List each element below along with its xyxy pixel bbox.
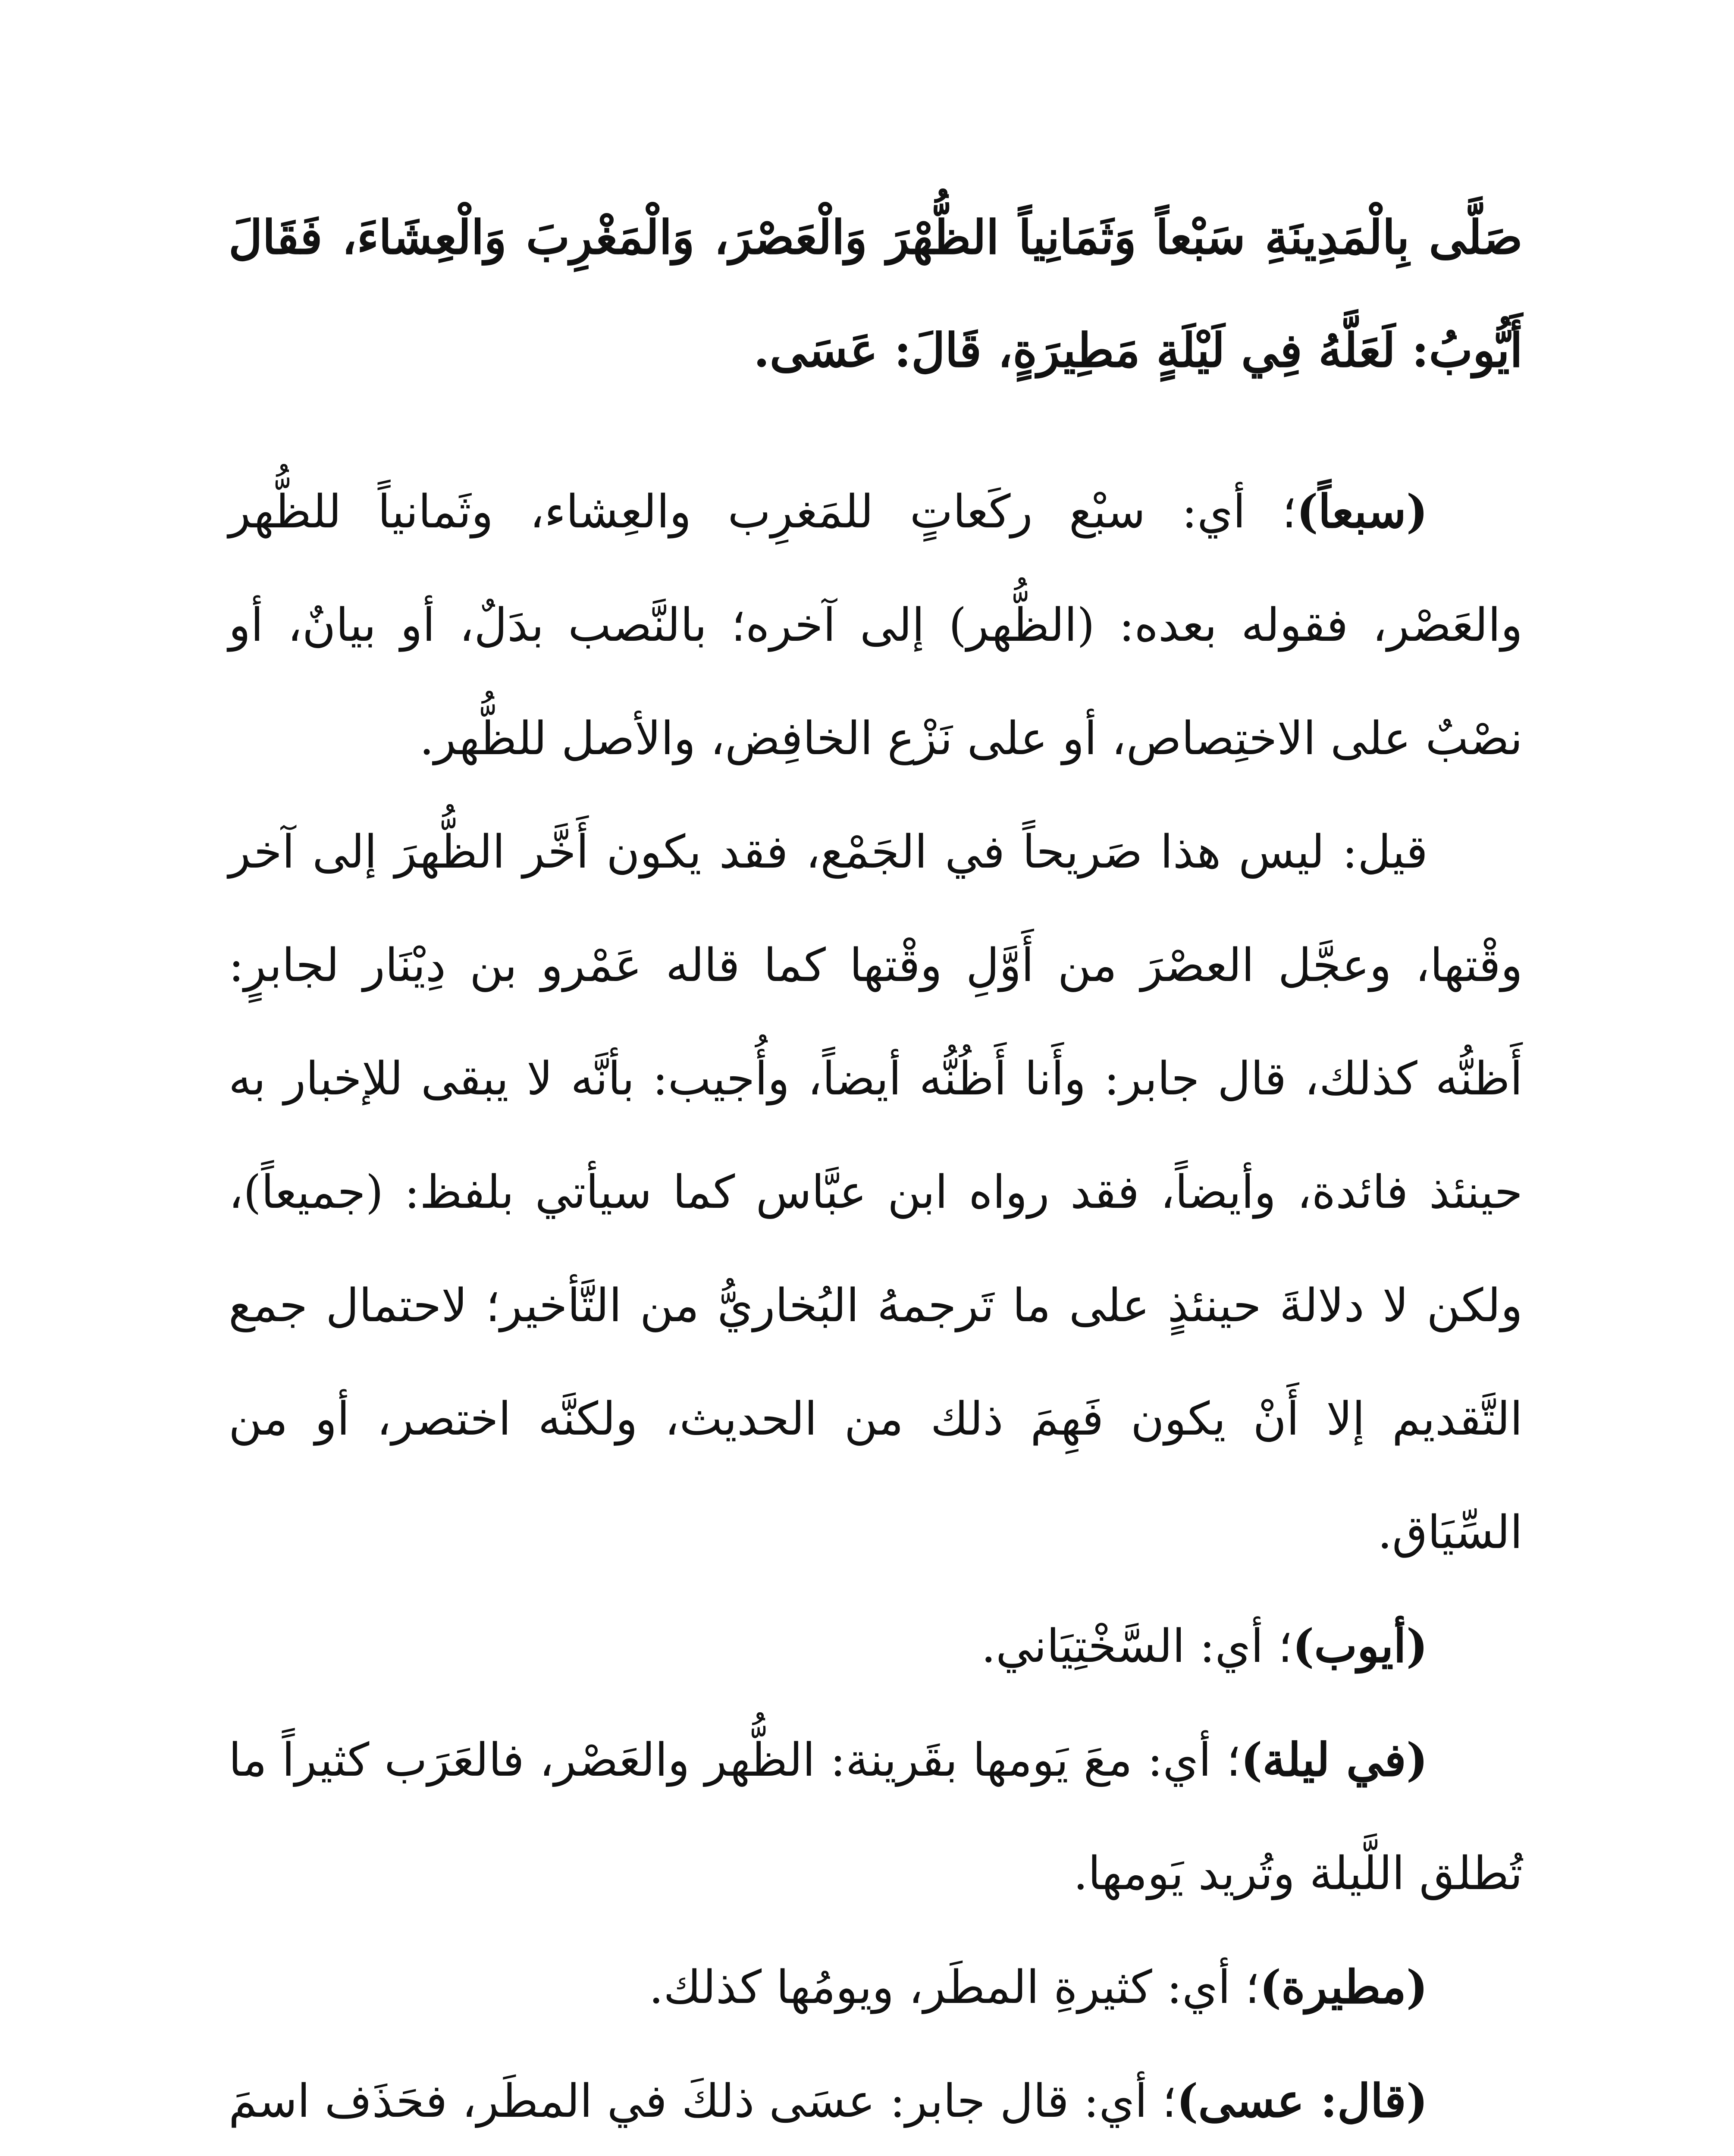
commentary-paragraph [229, 1703, 1523, 1930]
hadith-text: صَلَّى بِالْمَدِينَةِ سَبْعاً وَثَمَانِياً الظُّهْرَ وَالْعَصْرَ، وَالْمَغْرِبَ وَالْعِشَاءَ، فَقَالَ أَيُّوبُ: لَعَلَّهُ فِي لَيْلَةٍ مَطِيرَةٍ، قَالَ: عَسَى. [229, 210, 1523, 378]
text-body [229, 181, 1523, 2156]
commentary-paragraph [229, 795, 1523, 1589]
commentary-text: ؛ أي: كثيرةِ المطَر، ويومُها كذلك. [649, 1961, 1260, 2014]
lemma: (سبعاً) [1296, 484, 1428, 538]
lemma: (في ليلة) [1241, 1733, 1428, 1786]
commentary-paragraph [229, 2044, 1523, 2156]
commentary-text: ؛ أي: معَ يَومها بقَرينة: الظُّهر والعَصْر، فالعَرَب كثيراً ما تُطلق اللَّيلة وتُريد يَومها. [229, 1733, 1523, 1900]
commentary-text: قيل: ليس هذا صَريحاً في الجَمْع، فقد يكون أَخَّر الظُّهرَ إلى آخر وقْتها، وعجَّل العصْرَ من أَوَّلِ وقْتها كما قاله عَمْرو بن دِيْنَار لجابرٍ: أَظنُّه كذلك، قال جابر: وأَنا أَظُنُّه أيضاً، وأُجيب: بأنَّه لا يبقى للإخبار به حينئذ فائدة، وأيضاً، فقد رواه ابن عبَّاس كما سيأتي بلفظ: (جميعاً)، ولكن لا دلالةَ حينئذٍ على ما تَرجمهُ البُخاريُّ من التَّأخير؛ لاحتمال جمع التَّقديم إلا أَنْ يكون فَهِمَ ذلك من الحديث، ولكنَّه اختصر، أو من السِّيَاق. [229, 825, 1523, 1559]
commentary-paragraph [229, 454, 1523, 795]
lemma: (مطيرة) [1259, 1960, 1428, 2014]
commentary-text: ؛ أي: السَّخْتِيَاني. [981, 1620, 1293, 1673]
commentary-paragraph [229, 1589, 1523, 1703]
commentary-text: ؛ أي: سبْع ركَعاتٍ للمَغرِب والعِشاء، وثَمانياً للظُّهر والعَصْر، فقوله بعده: (الظُّهر) إلى آخره؛ بالنَّصب بدَلٌ، أو بيانٌ، أو نصْبٌ على الاختِصاص، أو على نَزْع الخافِض، والأصل للظُّهر. [229, 485, 1523, 765]
commentary-paragraph [229, 1930, 1523, 2044]
lemma: (قال: عسى) [1176, 2074, 1428, 2128]
lemma: (أيوب) [1292, 1619, 1428, 1673]
commentary-text: ؛ أي: قال جابر: عسَى ذلكَ في المطَر، فحَذَف اسمَ [229, 2075, 1177, 2128]
